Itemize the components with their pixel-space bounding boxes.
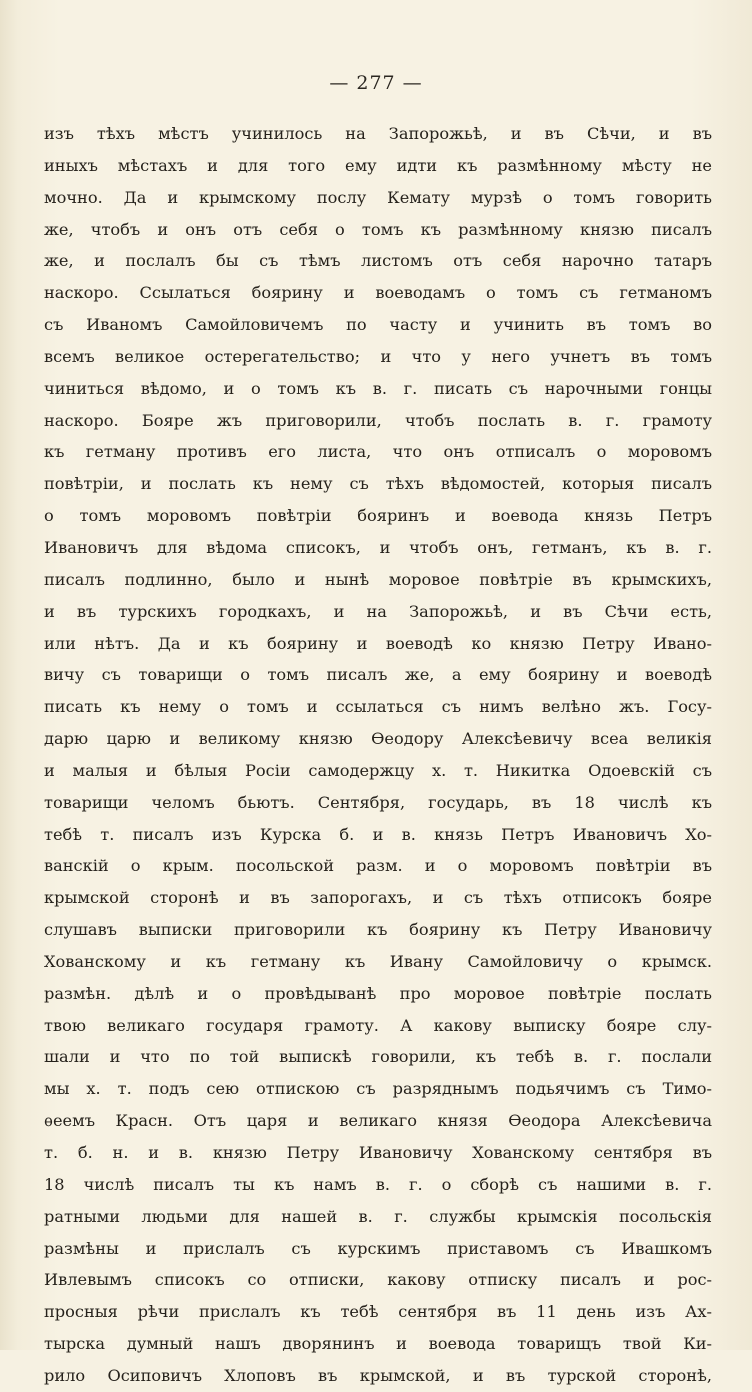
text-line: наскоро. Ссылаться боярину и воеводамъ о томъ съ гетманомъ xyxy=(44,283,712,303)
body-text xyxy=(44,118,712,1392)
text-line: т. б. н. и в. князю Петру Ивановичу Хованскому сентября въ xyxy=(44,1143,712,1162)
text-line: слушавъ выписки приговорили къ боярину къ Петру Ивановичу xyxy=(44,920,712,940)
page-number: — 277 — xyxy=(329,72,423,94)
text-line: всемъ великое остерегательство; и что у него учнетъ въ томъ xyxy=(44,346,712,366)
text-line: рило Осиповичъ Хлоповъ въ крымской, и въ турской сторонѣ, xyxy=(44,1365,712,1385)
text-line: ратными людьми для нашей в. г. службы крымскія посольскія xyxy=(44,1206,712,1226)
text-line: повѣтріи, и послать къ нему съ тѣхъ вѣдомостей, которыя писалъ xyxy=(44,474,712,494)
text-line: и малыя и бѣлыя Росіи самодержцу х. т. Никитка Одоевскій съ xyxy=(44,760,712,780)
text-line: размѣн. дѣлѣ и о провѣдыванѣ про моровое повѣтріе послать xyxy=(44,983,712,1003)
text-line: писалъ подлинно, было и нынѣ моровое повѣтріе въ крымскихъ, xyxy=(44,569,712,589)
text-line: писать къ нему о томъ и ссылаться съ нимъ велѣно жъ. Госу- xyxy=(44,697,712,717)
text-line: или нѣтъ. Да и къ боярину и воеводѣ ко князю Петру Ивано- xyxy=(44,633,712,653)
text-line: крымской сторонѣ и въ запорогахъ, и съ тѣхъ отписокъ бояре xyxy=(44,888,712,908)
text-line: Ивлевымъ списокъ со отписки, какову отписку писалъ и рос- xyxy=(44,1270,712,1290)
text-line: Ивановичъ для вѣдома списокъ, и чтобъ онъ, гетманъ, къ в. г. xyxy=(44,537,712,557)
text-line: съ Иваномъ Самойловичемъ по часту и учинить въ томъ во xyxy=(44,315,712,335)
text-line: иныхъ мѣстахъ и для того ему идти къ размѣнному мѣсту не xyxy=(44,155,712,175)
text-line: 18 числѣ писалъ ты къ намъ в. г. о сборѣ съ нашими в. г. xyxy=(44,1174,712,1194)
text-line: дарю царю и великому князю Ѳеодору Алексѣевичу всеа великія xyxy=(44,729,712,749)
text-line: тырска думный нашъ дворянинъ и воевода товарищъ твой Ки- xyxy=(44,1334,712,1354)
text-line: Хованскому и къ гетману къ Ивану Самойловичу о крымск. xyxy=(44,951,712,971)
text-line: ванскій о крым. посольской разм. и о моровомъ повѣтріи въ xyxy=(44,856,712,876)
text-line: наскоро. Бояре жъ приговорили, чтобъ послать в. г. грамоту xyxy=(44,410,712,430)
text-line: же, чтобъ и онъ отъ себя о томъ къ размѣнному князю писалъ xyxy=(44,219,712,239)
text-line: мочно. Да и крымскому послу Кемату мурзѣ о томъ говорить xyxy=(44,187,712,207)
text-line: размѣны и прислалъ съ курскимъ приставомъ съ Ивашкомъ xyxy=(44,1238,712,1258)
text-line: чиниться вѣдомо, и о томъ къ в. г. писать съ нарочными гонцы xyxy=(44,378,712,398)
text-line: шали и что по той выпискѣ говорили, къ тебѣ в. г. послали xyxy=(44,1047,712,1067)
text-line: просныя рѣчи прислалъ къ тебѣ сентября въ 11 день изъ Ах- xyxy=(44,1302,712,1322)
text-line: твою великаго государя грамоту. А какову выписку бояре слу- xyxy=(44,1015,712,1035)
text-line: и въ турскихъ городкахъ, и на Запорожьѣ, и въ Сѣчи есть, xyxy=(44,601,712,621)
text-line: ѳеемъ Красн. Отъ царя и великаго князя Ѳеодора Алексѣевича xyxy=(44,1111,712,1131)
text-line: вичу съ товарищи о томъ писалъ же, а ему боярину и воеводѣ xyxy=(44,665,712,685)
text-line: о томъ моровомъ повѣтріи бояринъ и воевода князь Петръ xyxy=(44,506,712,526)
text-line: товарищи челомъ бьютъ. Сентября, государь, въ 18 числѣ къ xyxy=(44,792,712,812)
text-line: къ гетману противъ его листа, что онъ отписалъ о моровомъ xyxy=(44,442,712,462)
text-line: же, и послалъ бы съ тѣмъ листомъ отъ себя нарочно татаръ xyxy=(44,251,712,271)
text-line: мы х. т. подъ сею отпискою съ разряднымъ подьячимъ съ Тимо- xyxy=(44,1079,712,1099)
text-line: тебѣ т. писалъ изъ Курска б. и в. князь Петръ Ивановичъ Хо- xyxy=(44,824,712,844)
text-line: изъ тѣхъ мѣстъ учинилось на Запорожьѣ, и въ Сѣчи, и въ xyxy=(44,124,712,143)
